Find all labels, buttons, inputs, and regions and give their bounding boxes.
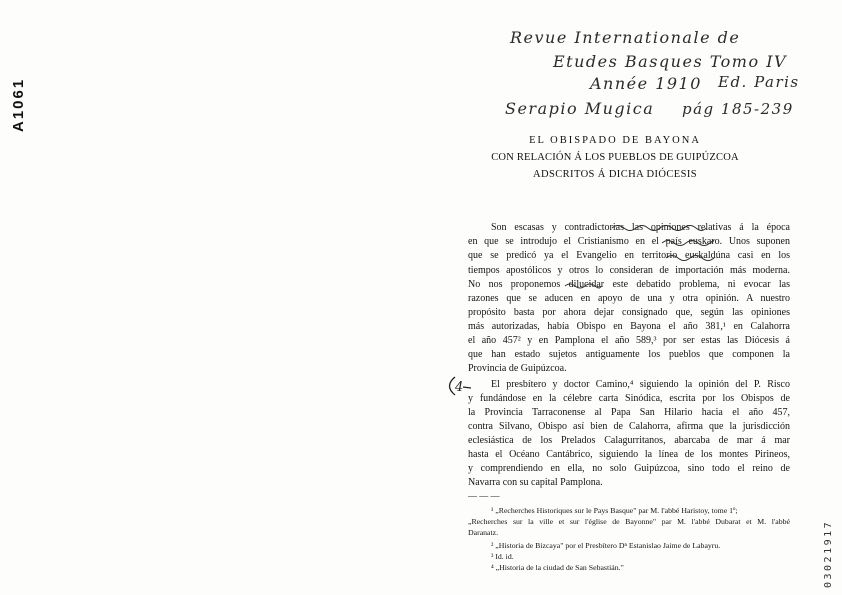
handwritten-author: Serapio Mugica <box>505 99 655 118</box>
body-line: El presbítero y doctor Camino,⁴ siguiendo la opinión del P. Risco <box>491 379 790 390</box>
body-line: tiempos apostólicos y otros lo consideran de importación más moderna. <box>468 265 790 276</box>
body-line: hasta el Océano Cantábrico, siguiendo la línea de los montes Pirineos, <box>468 449 790 460</box>
body-line: la Provincia Tarraconense al Papa San Hilario hacia el año 457, <box>468 407 790 418</box>
handwritten-journal: Revue Internationale de <box>510 28 741 47</box>
body-line: que se predicó ya el Evangelio en territorio euskaldúna casi en los <box>468 250 790 261</box>
body-line: Navarra con su capital Pamplona. <box>468 477 603 488</box>
handwritten-pages: pág 185-239 <box>682 100 794 118</box>
body-line: Provincia de Guipúzcoa. <box>468 363 567 374</box>
body-line: más autorizadas, había Obispo en Bayona el año 381,¹ en Calahorra <box>468 321 790 332</box>
body-line: que han estado sujetos antiguamente los pueblos que componen la <box>468 349 790 360</box>
body-line: y fundándose en la célebre carta Sinódica, escrita por los Obispos de <box>468 393 790 404</box>
margin-note-number: 4 <box>455 380 464 395</box>
footnote-separator: — — — <box>468 491 500 501</box>
footnote-line: ² „Historia de Bizcaya" por el Presbítero Dⁿ Estanislao Jaime de Labayru. <box>491 541 721 550</box>
title-line: EL OBISPADO DE BAYONA <box>529 135 701 146</box>
handwritten-year: Année 1910 <box>590 74 702 93</box>
footnote-line: ³ Id. id. <box>491 552 514 561</box>
title-line: ADSCRITOS Á DICHA DIÓCESIS <box>533 169 697 180</box>
archive-code: A1061 <box>10 77 27 133</box>
footnote-line: ⁴ „Historia de la ciudad de San Sebastián." <box>491 563 624 572</box>
body-line: razones que se aducen en apoyo de una y otra opinión. A nuestro <box>468 293 790 304</box>
body-line: en que se introdujo el Cristianismo en el país euskaro. Unos suponen <box>468 236 790 247</box>
body-line: contra Silvano, Obispo así bien de Calahorra, afirma que la jurisdicción <box>468 421 790 432</box>
body-line: Son escasas y contradictorias las opiniones relativas á la época <box>491 222 790 233</box>
body-line: eclesiástica de los Prelados Calagurritanos, abarcaba de mar á mar <box>468 435 790 446</box>
body-line: el año 457² y en Pamplona el año 589,³ por ser estas las Diócesis á <box>468 335 790 346</box>
body-line: y comprendiendo en ella, no solo Guipúzcoa, sino todo el reino de <box>468 463 790 474</box>
stamp-number: 03021917 <box>823 519 834 589</box>
handwritten-series: Etudes Basques Tomo IV <box>553 52 788 71</box>
footnote-line: „Recherches sur la ville et sur l'église de Bayonne" par M. l'abbé Dubarat et M. l'abbé <box>468 517 790 526</box>
title-line: CON RELACIÓN Á LOS PUEBLOS DE GUIPÚZCOA <box>491 152 739 163</box>
footnote-line: ¹ „Recherches Historiques sur le Pays Basque" par M. l'abbé Haristoy, tome 1º; <box>491 506 738 515</box>
body-line: propósito basta por ahora dejar consignado que, según las opiniones <box>468 307 790 318</box>
margin-dash <box>463 387 471 388</box>
footnote-line: Daranatz. <box>468 528 499 537</box>
margin-bracket <box>450 377 456 395</box>
body-line: No nos proponemos dilucidar este debatido problema, ni evocar las <box>468 279 790 290</box>
handwritten-publisher: Ed. Paris <box>718 73 800 91</box>
